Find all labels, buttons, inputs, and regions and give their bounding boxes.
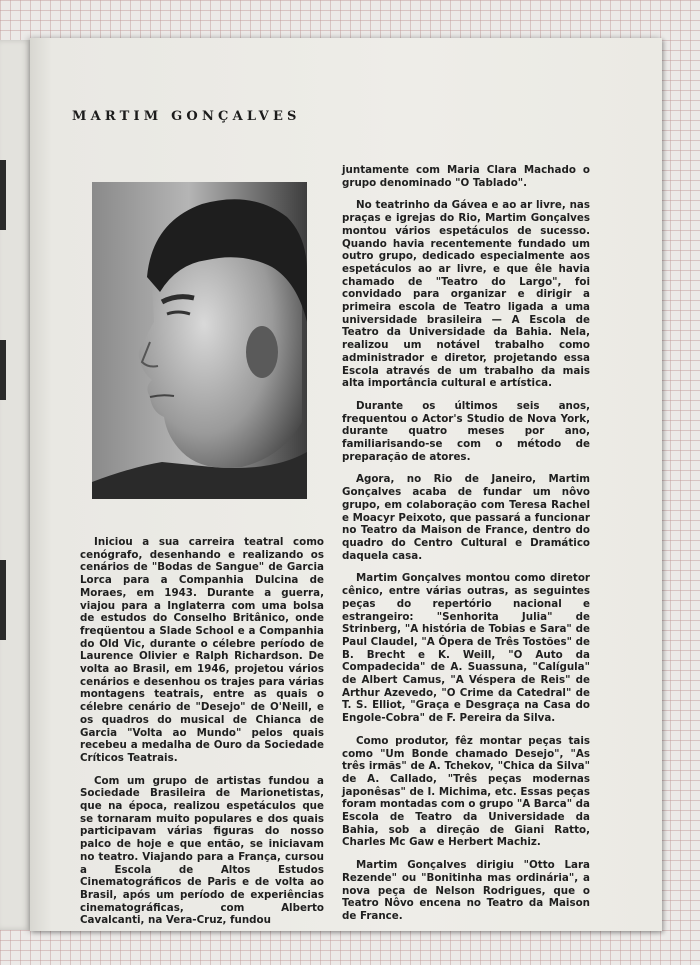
paragraph: Iniciou a sua carreira teatral como cenógrafo, desenhando e realizando os cenários de "Bodas de Sangue" de Garcia Lorca para a Companhia Dulcina de Moraes, em 1943. Durante a guerra, viajou para a Inglaterra com uma bolsa de estudos do Conselho Britânico, onde freqüentou a Slade School e a Companhia do Old Vic, durante o célebre período de Laurence Olivier e Ralph Richardson. De volta ao Brasil, em 1946, projetou vários cenários e desenhou os trajes para várias montagens teatrais, entre as quais o célebre cenário de "Desejo" de O'Neill, e os quadros do musical de Chianca de Garcia "Volta ao Mundo" pelos quais recebeu a medalha de Ouro da Sociedade Críticos Teatrais.: [80, 536, 324, 764]
paragraph: Como produtor, fêz montar peças tais como "Um Bonde chamado Desejo", "As três irmãs" de A. Tchekov, "Chica da Silva" de A. Callado, "Três peças modernas japonêsas" de I. Michima, etc. Essas peças foram montadas com o grupo "A Barca" da Escola de Teatro da Universidade da Bahia, sob a direção de Giani Ratto, Charles Mc Gaw e Herbert Machiz.: [342, 734, 591, 849]
adjacent-page-print: [0, 160, 6, 230]
portrait-illustration: [92, 182, 307, 499]
paragraph-continuation: juntamente com Maria Clara Machado o grupo denominado "O Tablado".: [342, 164, 590, 189]
paragraph: Agora, no Rio de Janeiro, Martim Gonçalves acaba de fundar um nôvo grupo, em colaboração com Teresa Rachel e Moacyr Peixoto, que passará a funcionar no Teatro da Maison de France, dentro do quadro do Centro Cultural e Dramático daquela casa.: [342, 473, 590, 562]
paragraph: Durante os últimos seis anos, frequentou o Actor's Studio de Nova York, durante quatro meses por ano, familiarisando-se com o método de preparação de atores.: [342, 399, 590, 463]
paragraph: No teatrinho da Gávea e ao ar livre, nas praças e igrejas do Rio, Martim Gonçalves montou vários espetáculos de sucesso. Quando havia recentemente fundado um outro grupo, dedicado especialmente aos espetáculos ao ar livre, e que êle havia chamado de "Teatro do Largo", foi convidado para organizar e dirigir a primeira escola de Teatro ligada a uma universidade brasileira — A Escola de Teatro da Universidade da Bahia. Nela, realizou um notável trabalho como administrador e diretor, projetando essa Escola através de um trabalho da mais alta importância cultural e artística.: [342, 199, 590, 390]
text-column-right: [342, 164, 590, 933]
paragraph: Martim Gonçalves dirigiu "Otto Lara Rezende" ou "Bonitinha mas ordinária", a nova peça de Nelson Rodrigues, que o Teatro Nôvo encena no Teatro da Maison de France.: [342, 859, 590, 922]
paragraph: Martim Gonçalves montou como diretor cênico, entre várias outras, as seguintes peças do repertório nacional e estrangeiro: "Senhorita Julia" de Strinberg, "A história de Tobias e Sara" de Paul Claudel, "A Ópera de Três Tostões" de B. Brecht e K. Weill, "O Auto da Compadecida" de A. Suassuna, "Calígula" de Albert Camus, "A Véspera de Reis" de Arthur Azevedo, "O Crime da Catedral" de T. S. Elliot, "Graça e Desgraça na Casa do Engole-Cobra" de F. Pereira da Silva.: [342, 572, 590, 725]
portrait-photo: [92, 182, 307, 499]
text-column-left: [80, 536, 324, 937]
page-title: MARTIM GONÇALVES: [72, 109, 301, 124]
adjacent-page-print: [0, 340, 6, 400]
adjacent-page-print: [0, 560, 6, 640]
paragraph: Com um grupo de artistas fundou a Sociedade Brasileira de Marionetistas, que na época, realizou espetáculos que se tornaram muito populares e dos quais participavam várias figuras do nosso palco de hoje e que então, se iniciavam no teatro. Viajando para a França, cursou a Escola de Altos Estudos Cinematográficos de Paris e de volta ao Brasil, após um período de experiências cinematográficas, com Alberto Cavalcanti, na Vera-Cruz, fundou: [80, 774, 324, 927]
